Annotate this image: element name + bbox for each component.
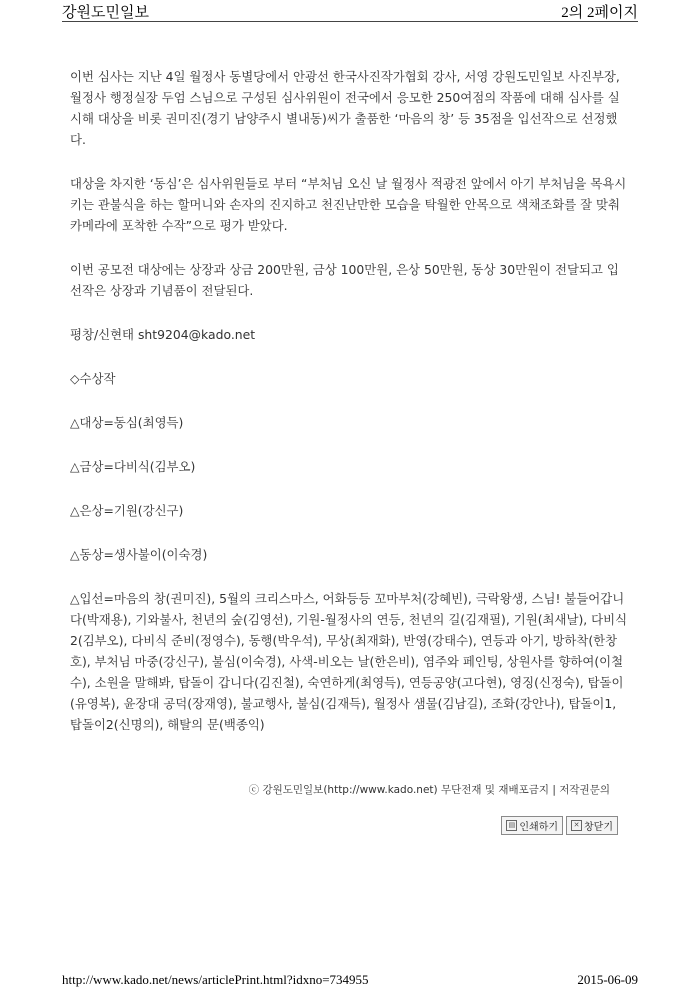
- article-byline: 평창/신현태 sht9204@kado.net: [70, 327, 256, 342]
- footer-url: http://www.kado.net/news/articlePrint.html?idxno=734955: [62, 972, 369, 987]
- article-paragraph: 이번 공모전 대상에는 상장과 상금 200만원, 금상 100만원, 은상 50만원, 동상 30만원이 전달되고 입선작은 상장과 기념품이 전달된다.: [70, 262, 619, 298]
- printer-icon: ▤: [506, 820, 517, 831]
- close-icon: ✕: [571, 820, 582, 831]
- award-honorable-mentions: △입선=마음의 창(권미진), 5월의 크리스마스, 어화등등 꼬마부처(강혜빈), 극락왕생, 스님! 불들어갑니다(박재용), 기와불사, 천년의 숲(김영선), 기원-월정사의 연등, 천년의 길(김재필), 기원(최새날), 다비식2(김부오), 다비식 준비(정영수), 동행(박우석), 무상(최재화), 반영(강태수), 연등과 아기, 방하착(한창호), 부처님 마중(강신구), 불심(이숙경), 사색-비오는 날(한은비), 염주와 페인팅, 상원사를 향하여(이철수), 소원을 말해봐, 탑돌이 갑니다(김진철), 숙연하게(최영득), 연등공양(고다현), 영징(신정숙), 탑돌이(유영복), 윤장대 공덕(장재영), 불교행사, 불심(김재득), 월정사 샘물(김남길), 조화(강안나), 탑돌이1, 탑돌이2(신명의), 해탈의 문(백종익): [70, 591, 628, 732]
- print-button[interactable]: [501, 816, 563, 835]
- header-title: 강원도민일보: [62, 5, 149, 21]
- article-paragraph: 대상을 차지한 ‘동심’은 심사위원들로 부터 “부처님 오신 날 월정사 적광전 앞에서 아기 부처님을 목욕시키는 관불식을 하는 할머니와 손자의 진지하고 천진난만한 모습을 탁월한 안목으로 색채조화를 잘 맞춰 카메라에 포착한 수작”으로 평가 받았다.: [70, 176, 627, 233]
- award-gold: △금상=다비식(김부오): [70, 459, 196, 474]
- header-page-number: 2의 2페이지: [561, 5, 638, 21]
- article-body: [70, 66, 630, 751]
- print-button-label: 인쇄하기: [519, 822, 559, 833]
- award-silver: △은상=기원(강신구): [70, 503, 184, 518]
- awards-heading: ◇수상작: [70, 371, 116, 386]
- header-divider: [62, 21, 638, 22]
- article-paragraph: 이번 심사는 지난 4일 월정사 동별당에서 안광선 한국사진작가협회 강사, 서영 강원도민일보 사진부장, 월정사 행정실장 두엄 스님으로 구성된 심사위원이 전국에서 응모한 250여점의 작품에 대해 심사를 실시해 대상을 비롯 권미진(경기 남양주시 별내동)씨가 출품한 ‘마음의 창’ 등 35점을 입선작으로 선정했다.: [70, 69, 620, 147]
- copyright-notice: ⓒ 강원도민일보(http://www.kado.net) 무단전재 및 재배포금지 | 저작권문의: [248, 784, 610, 796]
- close-window-button[interactable]: [566, 816, 618, 835]
- award-bronze: △동상=생사불이(이숙경): [70, 547, 208, 562]
- award-grand-prize: △대상=동심(최영득): [70, 415, 184, 430]
- action-buttons: [501, 816, 618, 835]
- close-button-label: 창닫기: [584, 822, 613, 833]
- footer-date: 2015-06-09: [577, 972, 638, 987]
